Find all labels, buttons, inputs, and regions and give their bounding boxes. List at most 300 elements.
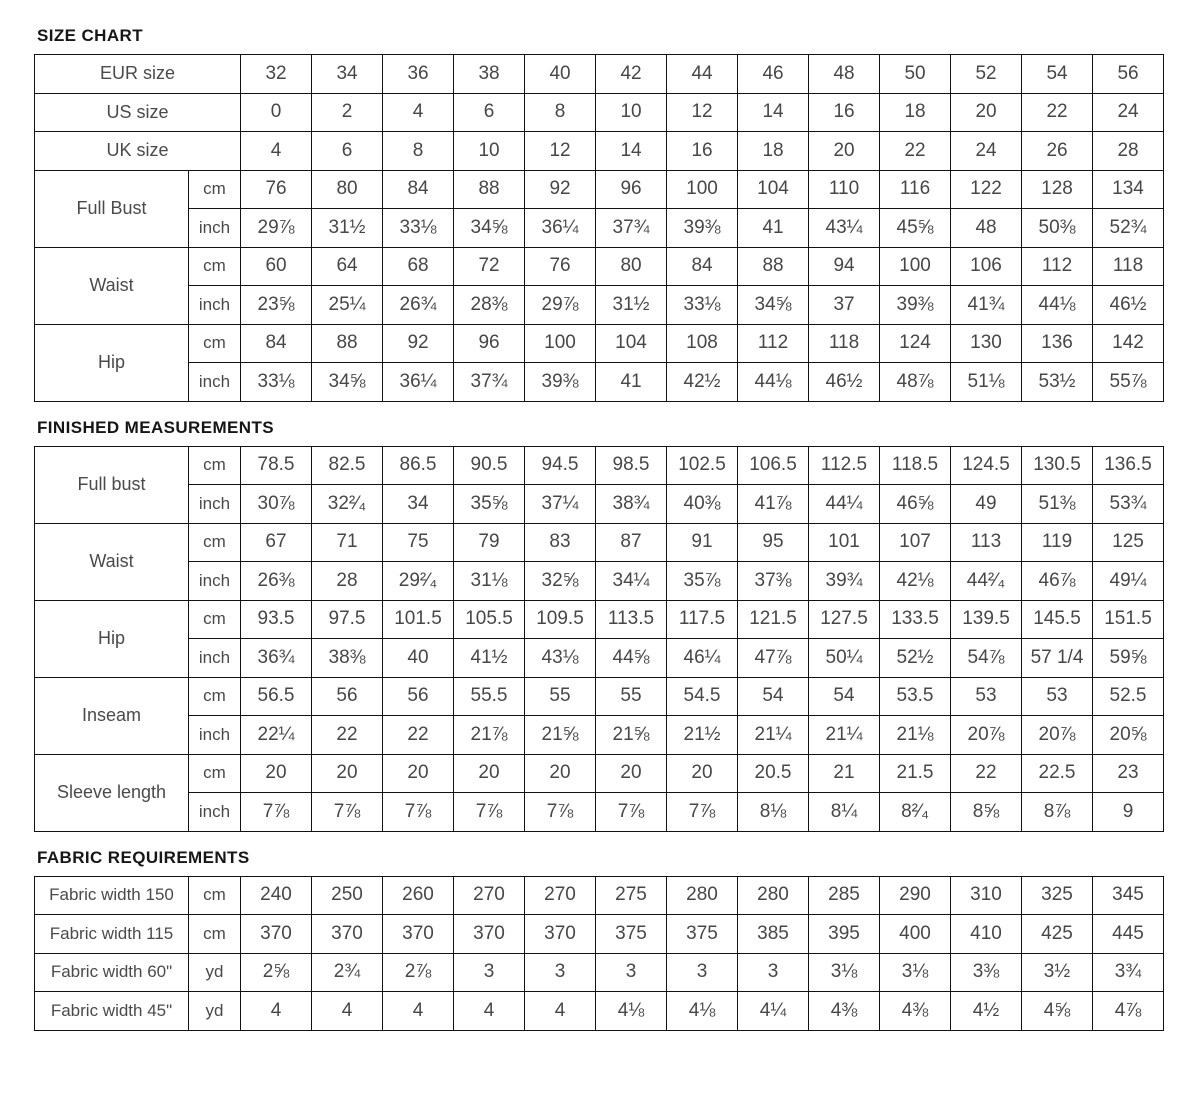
fabric-value: 250 <box>312 876 383 915</box>
measurement-row-inch <box>35 716 1164 755</box>
cm-value: 101 <box>809 523 880 562</box>
inch-value: 7⅞ <box>383 793 454 832</box>
inch-value: 49¼ <box>1093 562 1164 601</box>
cm-value: 22.5 <box>1022 754 1093 793</box>
cm-value: 121.5 <box>738 600 809 639</box>
inch-value: 38¾ <box>596 485 667 524</box>
inch-value: 21½ <box>667 716 738 755</box>
cm-value: 87 <box>596 523 667 562</box>
fabric-value: 4⅞ <box>1093 992 1164 1031</box>
cm-value: 108 <box>667 324 738 363</box>
fabric-value: 4 <box>454 992 525 1031</box>
fabric-value: 4⅜ <box>809 992 880 1031</box>
fabric-value: 285 <box>809 876 880 915</box>
size-value: 54 <box>1022 55 1093 94</box>
inch-value: 26¾ <box>383 286 454 325</box>
fabric-value: 3 <box>738 953 809 992</box>
cm-value: 52.5 <box>1093 677 1164 716</box>
inch-value: 46¼ <box>667 639 738 678</box>
size-value: 12 <box>667 93 738 132</box>
size-value: 10 <box>454 132 525 171</box>
unit-label: inch <box>189 363 241 402</box>
cm-value: 75 <box>383 523 454 562</box>
cm-value: 127.5 <box>809 600 880 639</box>
cm-value: 96 <box>596 170 667 209</box>
size-value: 42 <box>596 55 667 94</box>
fabric-value: 4⅛ <box>596 992 667 1031</box>
cm-value: 100 <box>667 170 738 209</box>
fabric-requirements-title: FABRIC REQUIREMENTS <box>37 847 250 867</box>
inch-value: 30⅞ <box>241 485 312 524</box>
cm-value: 133.5 <box>880 600 951 639</box>
inch-value: 23⅝ <box>241 286 312 325</box>
size-value: 6 <box>312 132 383 171</box>
size-value: 16 <box>809 93 880 132</box>
cm-value: 71 <box>312 523 383 562</box>
cm-value: 22 <box>951 754 1022 793</box>
measurement-row-cm <box>35 677 1164 716</box>
inch-value: 21⅝ <box>596 716 667 755</box>
cm-value: 92 <box>383 324 454 363</box>
cm-value: 67 <box>241 523 312 562</box>
measurement-label: Waist <box>35 523 189 600</box>
inch-value: 39¾ <box>809 562 880 601</box>
cm-value: 136.5 <box>1093 446 1164 485</box>
inch-value: 35⅝ <box>454 485 525 524</box>
inch-value: 20⅞ <box>1022 716 1093 755</box>
fabric-value: 270 <box>525 876 596 915</box>
fabric-value: 345 <box>1093 876 1164 915</box>
fabric-value: 370 <box>383 915 454 954</box>
unit-label: cm <box>189 247 241 286</box>
cm-value: 20 <box>454 754 525 793</box>
fabric-value: 275 <box>596 876 667 915</box>
inch-value: 29⅞ <box>241 209 312 248</box>
cm-value: 23 <box>1093 754 1164 793</box>
cm-value: 104 <box>738 170 809 209</box>
inch-value: 50¼ <box>809 639 880 678</box>
inch-value: 20⅞ <box>951 716 1022 755</box>
inch-value: 36¾ <box>241 639 312 678</box>
size-value: 34 <box>312 55 383 94</box>
cm-value: 56.5 <box>241 677 312 716</box>
size-chart-title: SIZE CHART <box>37 26 143 45</box>
size-value: 44 <box>667 55 738 94</box>
cm-value: 53 <box>951 677 1022 716</box>
inch-value: 34¼ <box>596 562 667 601</box>
size-value: 14 <box>738 93 809 132</box>
unit-label: cm <box>189 876 241 915</box>
cm-value: 64 <box>312 247 383 286</box>
fabric-value: 325 <box>1022 876 1093 915</box>
inch-value: 43⅛ <box>525 639 596 678</box>
cm-value: 68 <box>383 247 454 286</box>
inch-value: 8⅝ <box>951 793 1022 832</box>
inch-value: 22¼ <box>241 716 312 755</box>
fabric-value: 310 <box>951 876 1022 915</box>
fabric-row <box>35 992 1164 1031</box>
fabric-value: 260 <box>383 876 454 915</box>
cm-value: 145.5 <box>1022 600 1093 639</box>
inch-value: 53½ <box>1022 363 1093 402</box>
fabric-row-label: Fabric width 60" <box>35 953 189 992</box>
size-value: 20 <box>809 132 880 171</box>
cm-value: 72 <box>454 247 525 286</box>
cm-value: 98.5 <box>596 446 667 485</box>
measurement-row-cm <box>35 247 1164 286</box>
inch-value: 37 <box>809 286 880 325</box>
measurement-label: Sleeve length <box>35 754 189 831</box>
finished-measurements-table <box>34 446 1164 832</box>
inch-value: 55⅞ <box>1093 363 1164 402</box>
fabric-requirements-table <box>34 876 1164 1031</box>
unit-label: cm <box>189 446 241 485</box>
measurement-row-cm <box>35 600 1164 639</box>
inch-value: 29⅞ <box>525 286 596 325</box>
inch-value: 41½ <box>454 639 525 678</box>
size-value: 20 <box>951 93 1022 132</box>
fabric-value: 370 <box>525 915 596 954</box>
size-value: 16 <box>667 132 738 171</box>
fabric-value: 280 <box>667 876 738 915</box>
size-row <box>35 55 1164 94</box>
size-value: 12 <box>525 132 596 171</box>
size-value: 8 <box>525 93 596 132</box>
finished-measurements-title: FINISHED MEASUREMENTS <box>37 417 274 437</box>
unit-label: cm <box>189 754 241 793</box>
inch-value: 9 <box>1093 793 1164 832</box>
fabric-value: 3 <box>596 953 667 992</box>
inch-value: 22 <box>383 716 454 755</box>
inch-value: 48⅞ <box>880 363 951 402</box>
cm-value: 20 <box>525 754 596 793</box>
inch-value: 50⅜ <box>1022 209 1093 248</box>
inch-value: 42⅛ <box>880 562 951 601</box>
inch-value: 21¼ <box>809 716 880 755</box>
inch-value: 37⅜ <box>738 562 809 601</box>
unit-label: yd <box>189 992 241 1031</box>
fabric-row-label: Fabric width 150 <box>35 876 189 915</box>
inch-value: 31½ <box>596 286 667 325</box>
inch-value: 21⅞ <box>454 716 525 755</box>
inch-value: 7⅞ <box>454 793 525 832</box>
fabric-row-label: Fabric width 45" <box>35 992 189 1031</box>
measurement-label: Full Bust <box>35 170 189 247</box>
inch-value: 28 <box>312 562 383 601</box>
size-value: 36 <box>383 55 454 94</box>
inch-value: 34⅝ <box>738 286 809 325</box>
cm-value: 124 <box>880 324 951 363</box>
unit-label: inch <box>189 793 241 832</box>
inch-value: 36¼ <box>525 209 596 248</box>
size-value: 4 <box>383 93 454 132</box>
inch-value: 7⅞ <box>525 793 596 832</box>
size-value: 38 <box>454 55 525 94</box>
cm-value: 83 <box>525 523 596 562</box>
measurement-row-inch <box>35 286 1164 325</box>
cm-value: 88 <box>312 324 383 363</box>
cm-value: 94 <box>809 247 880 286</box>
inch-value: 32²⁄₄ <box>312 485 383 524</box>
size-value: 46 <box>738 55 809 94</box>
cm-value: 106.5 <box>738 446 809 485</box>
inch-value: 39⅜ <box>667 209 738 248</box>
inch-value: 20⅝ <box>1093 716 1164 755</box>
fabric-value: 4½ <box>951 992 1022 1031</box>
size-value: 56 <box>1093 55 1164 94</box>
inch-value: 33⅛ <box>383 209 454 248</box>
inch-value: 46⅝ <box>880 485 951 524</box>
fabric-value: 3¾ <box>1093 953 1164 992</box>
cm-value: 130 <box>951 324 1022 363</box>
inch-value: 25¼ <box>312 286 383 325</box>
inch-value: 28⅜ <box>454 286 525 325</box>
size-value: 0 <box>241 93 312 132</box>
inch-value: 32⅝ <box>525 562 596 601</box>
size-row <box>35 132 1164 171</box>
size-value: 24 <box>1093 93 1164 132</box>
inch-value: 21⅝ <box>525 716 596 755</box>
measurement-label: Waist <box>35 247 189 324</box>
fabric-value: 375 <box>667 915 738 954</box>
fabric-value: 3⅛ <box>880 953 951 992</box>
cm-value: 53.5 <box>880 677 951 716</box>
cm-value: 130.5 <box>1022 446 1093 485</box>
cm-value: 20 <box>241 754 312 793</box>
cm-value: 134 <box>1093 170 1164 209</box>
fabric-value: 395 <box>809 915 880 954</box>
unit-label: cm <box>189 523 241 562</box>
inch-value: 53¾ <box>1093 485 1164 524</box>
inch-value: 44⅛ <box>1022 286 1093 325</box>
cm-value: 118 <box>809 324 880 363</box>
cm-value: 55.5 <box>454 677 525 716</box>
cm-value: 109.5 <box>525 600 596 639</box>
cm-value: 113.5 <box>596 600 667 639</box>
measurement-label: Inseam <box>35 677 189 754</box>
unit-label: yd <box>189 953 241 992</box>
unit-label: inch <box>189 716 241 755</box>
inch-value: 34⅝ <box>312 363 383 402</box>
inch-value: 46⅞ <box>1022 562 1093 601</box>
inch-value: 49 <box>951 485 1022 524</box>
inch-value: 52¾ <box>1093 209 1164 248</box>
cm-value: 100 <box>880 247 951 286</box>
cm-value: 84 <box>241 324 312 363</box>
inch-value: 33⅛ <box>667 286 738 325</box>
fabric-value: 4 <box>241 992 312 1031</box>
inch-value: 54⅞ <box>951 639 1022 678</box>
size-value: 6 <box>454 93 525 132</box>
inch-value: 59⅝ <box>1093 639 1164 678</box>
cm-value: 128 <box>1022 170 1093 209</box>
fabric-value: 370 <box>312 915 383 954</box>
cm-value: 56 <box>383 677 454 716</box>
inch-value: 40 <box>383 639 454 678</box>
measurement-label: Hip <box>35 600 189 677</box>
size-row-label: US size <box>35 93 241 132</box>
size-value: 10 <box>596 93 667 132</box>
inch-value: 45⅝ <box>880 209 951 248</box>
cm-value: 55 <box>596 677 667 716</box>
inch-value: 8⅛ <box>738 793 809 832</box>
inch-value: 22 <box>312 716 383 755</box>
unit-label: cm <box>189 170 241 209</box>
cm-value: 79 <box>454 523 525 562</box>
fabric-value: 4⅛ <box>667 992 738 1031</box>
inch-value: 40⅜ <box>667 485 738 524</box>
cm-value: 117.5 <box>667 600 738 639</box>
size-row-label: EUR size <box>35 55 241 94</box>
cm-value: 139.5 <box>951 600 1022 639</box>
measurement-row-inch <box>35 793 1164 832</box>
inch-value: 44⅝ <box>596 639 667 678</box>
cm-value: 97.5 <box>312 600 383 639</box>
unit-label: inch <box>189 286 241 325</box>
cm-value: 119 <box>1022 523 1093 562</box>
fabric-value: 4 <box>525 992 596 1031</box>
fabric-row <box>35 915 1164 954</box>
size-value: 24 <box>951 132 1022 171</box>
inch-value: 37¾ <box>454 363 525 402</box>
fabric-value: 2¾ <box>312 953 383 992</box>
measurement-row-cm <box>35 754 1164 793</box>
size-value: 32 <box>241 55 312 94</box>
cm-value: 116 <box>880 170 951 209</box>
size-value: 18 <box>738 132 809 171</box>
cm-value: 84 <box>667 247 738 286</box>
inch-value: 35⅞ <box>667 562 738 601</box>
size-value: 4 <box>241 132 312 171</box>
measurement-row-inch <box>35 639 1164 678</box>
inch-value: 31⅛ <box>454 562 525 601</box>
fabric-value: 4 <box>383 992 454 1031</box>
measurement-row-inch <box>35 209 1164 248</box>
size-value: 28 <box>1093 132 1164 171</box>
cm-value: 80 <box>312 170 383 209</box>
cm-value: 86.5 <box>383 446 454 485</box>
unit-label: cm <box>189 677 241 716</box>
fabric-value: 375 <box>596 915 667 954</box>
inch-value: 33⅛ <box>241 363 312 402</box>
size-value: 18 <box>880 93 951 132</box>
cm-value: 76 <box>525 247 596 286</box>
fabric-value: 445 <box>1093 915 1164 954</box>
inch-value: 51⅛ <box>951 363 1022 402</box>
size-value: 48 <box>809 55 880 94</box>
cm-value: 106 <box>951 247 1022 286</box>
inch-value: 42½ <box>667 363 738 402</box>
fabric-value: 4⅝ <box>1022 992 1093 1031</box>
cm-value: 21 <box>809 754 880 793</box>
inch-value: 37¾ <box>596 209 667 248</box>
inch-value: 39⅜ <box>525 363 596 402</box>
measurement-label: Full bust <box>35 446 189 523</box>
fabric-row-label: Fabric width 115 <box>35 915 189 954</box>
cm-value: 93.5 <box>241 600 312 639</box>
fabric-value: 4¼ <box>738 992 809 1031</box>
fabric-value: 3 <box>525 953 596 992</box>
inch-value: 41 <box>738 209 809 248</box>
cm-value: 20 <box>667 754 738 793</box>
cm-value: 20 <box>312 754 383 793</box>
measurement-row-cm <box>35 523 1164 562</box>
size-value: 26 <box>1022 132 1093 171</box>
fabric-value: 3⅛ <box>809 953 880 992</box>
inch-value: 8¼ <box>809 793 880 832</box>
fabric-value: 3⅜ <box>951 953 1022 992</box>
cm-value: 82.5 <box>312 446 383 485</box>
cm-value: 122 <box>951 170 1022 209</box>
cm-value: 54.5 <box>667 677 738 716</box>
unit-label: inch <box>189 562 241 601</box>
size-row <box>35 93 1164 132</box>
cm-value: 151.5 <box>1093 600 1164 639</box>
cm-value: 107 <box>880 523 951 562</box>
inch-value: 48 <box>951 209 1022 248</box>
cm-value: 101.5 <box>383 600 454 639</box>
cm-value: 102.5 <box>667 446 738 485</box>
inch-value: 46½ <box>1093 286 1164 325</box>
fabric-value: 240 <box>241 876 312 915</box>
cm-value: 94.5 <box>525 446 596 485</box>
cm-value: 118 <box>1093 247 1164 286</box>
size-value: 2 <box>312 93 383 132</box>
measurement-row-inch <box>35 363 1164 402</box>
fabric-value: 425 <box>1022 915 1093 954</box>
inch-value: 29²⁄₄ <box>383 562 454 601</box>
fabric-value: 3 <box>667 953 738 992</box>
unit-label: cm <box>189 600 241 639</box>
inch-value: 31½ <box>312 209 383 248</box>
inch-value: 26⅜ <box>241 562 312 601</box>
cm-value: 56 <box>312 677 383 716</box>
fabric-value: 370 <box>241 915 312 954</box>
measurement-row-inch <box>35 562 1164 601</box>
cm-value: 20 <box>383 754 454 793</box>
measurement-label: Hip <box>35 324 189 401</box>
cm-value: 21.5 <box>880 754 951 793</box>
cm-value: 136 <box>1022 324 1093 363</box>
cm-value: 91 <box>667 523 738 562</box>
inch-value: 41⅞ <box>738 485 809 524</box>
fabric-value: 370 <box>454 915 525 954</box>
inch-value: 8⅞ <box>1022 793 1093 832</box>
cm-value: 113 <box>951 523 1022 562</box>
measurement-row-inch <box>35 485 1164 524</box>
cm-value: 125 <box>1093 523 1164 562</box>
inch-value: 39⅜ <box>880 286 951 325</box>
cm-value: 78.5 <box>241 446 312 485</box>
cm-value: 90.5 <box>454 446 525 485</box>
measurement-row-cm <box>35 446 1164 485</box>
fabric-row <box>35 953 1164 992</box>
fabric-value: 3½ <box>1022 953 1093 992</box>
inch-value: 7⅞ <box>241 793 312 832</box>
inch-value: 44²⁄₄ <box>951 562 1022 601</box>
unit-label: inch <box>189 485 241 524</box>
inch-value: 57 1/4 <box>1022 639 1093 678</box>
inch-value: 47⅞ <box>738 639 809 678</box>
size-value: 52 <box>951 55 1022 94</box>
cm-value: 96 <box>454 324 525 363</box>
cm-value: 100 <box>525 324 596 363</box>
fabric-value: 3 <box>454 953 525 992</box>
inch-value: 36¼ <box>383 363 454 402</box>
fabric-row <box>35 876 1164 915</box>
fabric-value: 290 <box>880 876 951 915</box>
inch-value: 44⅛ <box>738 363 809 402</box>
